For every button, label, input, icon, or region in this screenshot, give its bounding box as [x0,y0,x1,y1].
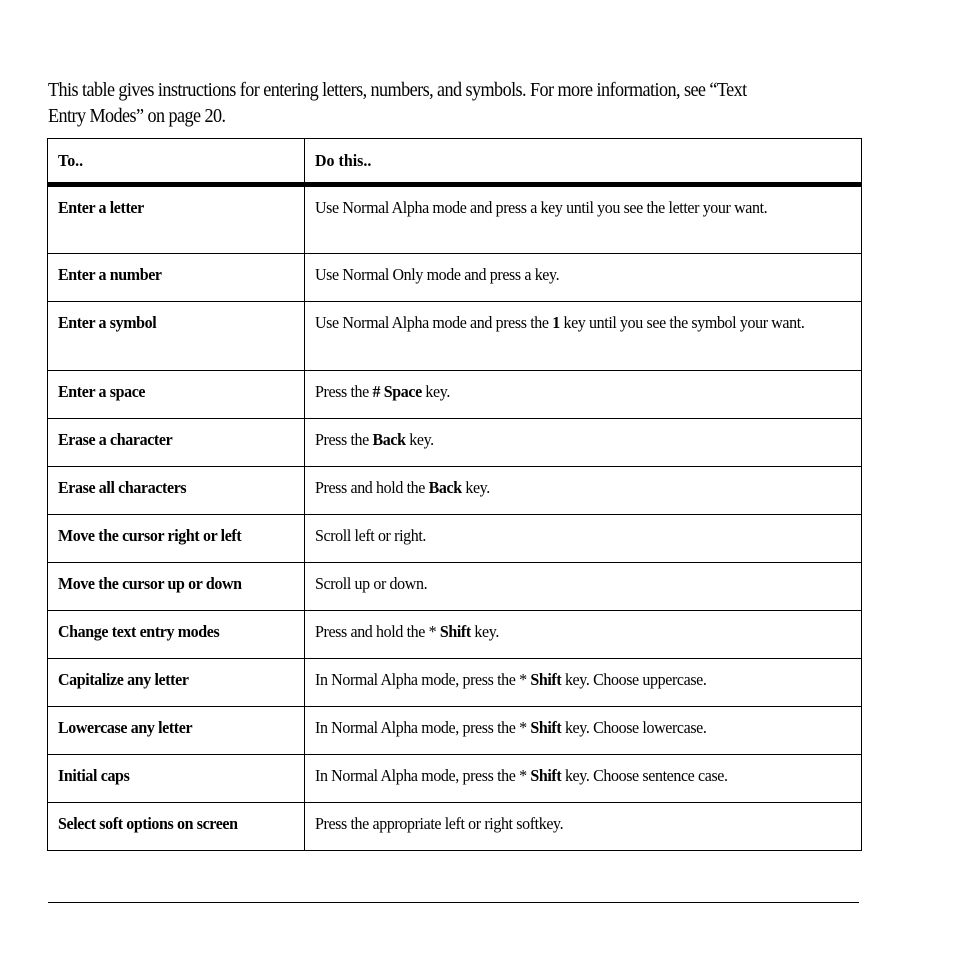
instruction-cell: Press and hold the * Shift key. [305,611,862,659]
task-cell: Move the cursor right or left [48,515,305,563]
instruction-cell: Use Normal Only mode and press a key. [305,254,862,302]
task-cell: Capitalize any letter [48,659,305,707]
intro-paragraph [48,78,820,130]
table-row [48,419,862,467]
key-name: # Space [372,382,422,401]
table-row [48,302,862,371]
table-row [48,185,862,254]
table-row [48,803,862,851]
task-cell: Erase a character [48,419,305,467]
table-row [48,515,862,563]
task-cell: Initial caps [48,755,305,803]
key-name: 1 [552,313,560,332]
table-row [48,707,862,755]
table-row [48,371,862,419]
task-cell: Erase all characters [48,467,305,515]
task-cell: Enter a number [48,254,305,302]
column-header-to: To.. [48,139,305,185]
task-cell: Select soft options on screen [48,803,305,851]
instruction-cell: Scroll up or down. [305,563,862,611]
task-cell: Enter a letter [48,185,305,254]
text-entry-table [47,138,862,851]
key-name: Shift [439,622,471,641]
instruction-cell: Use Normal Alpha mode and press the 1 key until you see the symbol your want. [305,302,862,371]
table-row [48,755,862,803]
instruction-cell: Scroll left or right. [305,515,862,563]
table-row [48,563,862,611]
table-header-row [48,139,862,185]
key-name: Shift [530,718,562,737]
footer-rule [48,902,859,903]
intro-line-1: This table gives instructions for entering letters, numbers, and symbols. For more information, see “Text [48,80,747,101]
column-header-do-this: Do this.. [305,139,862,185]
key-name: Shift [530,670,562,689]
instruction-cell: Use Normal Alpha mode and press a key until you see the letter your want. [305,185,862,254]
key-name: Shift [530,766,562,785]
instruction-cell: Press the Back key. [305,419,862,467]
task-cell: Enter a symbol [48,302,305,371]
table-row [48,659,862,707]
table-row [48,611,862,659]
table-row [48,254,862,302]
task-cell: Change text entry modes [48,611,305,659]
task-cell: Move the cursor up or down [48,563,305,611]
table-row [48,467,862,515]
instruction-cell: In Normal Alpha mode, press the * Shift key. Choose sentence case. [305,755,862,803]
task-cell: Enter a space [48,371,305,419]
instruction-cell: In Normal Alpha mode, press the * Shift key. Choose uppercase. [305,659,862,707]
intro-line-2: Entry Modes” on page 20. [48,106,226,127]
instruction-cell: Press and hold the Back key. [305,467,862,515]
task-cell: Lowercase any letter [48,707,305,755]
instruction-cell: Press the appropriate left or right softkey. [305,803,862,851]
instruction-cell: Press the # Space key. [305,371,862,419]
key-name: Back [428,478,462,497]
instruction-cell: In Normal Alpha mode, press the * Shift key. Choose lowercase. [305,707,862,755]
key-name: Back [372,430,406,449]
